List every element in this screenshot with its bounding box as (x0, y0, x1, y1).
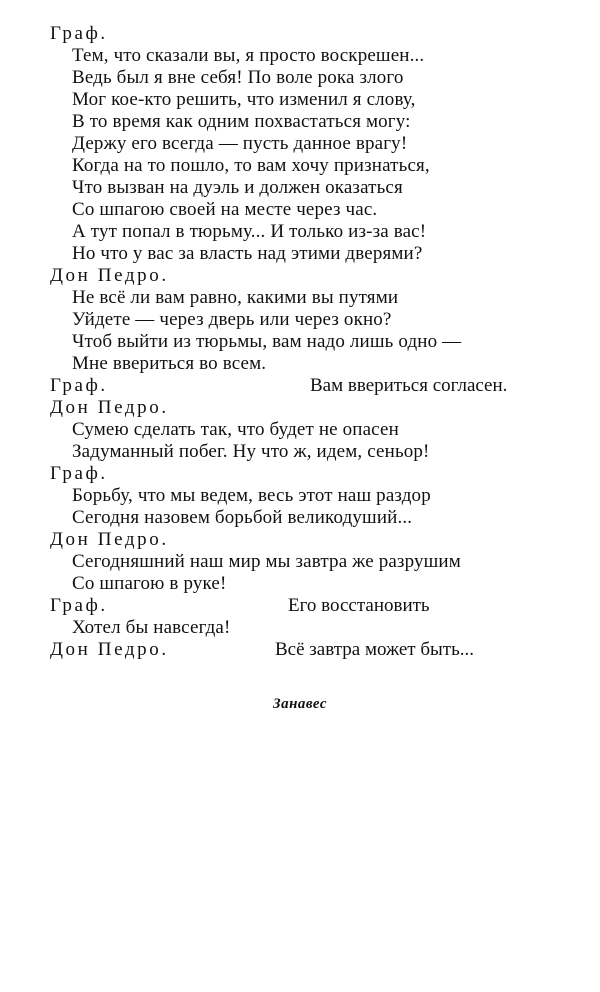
verse-line: Чтоб выйти из тюрьмы, вам надо лишь одно — (72, 331, 462, 352)
verse-line: Вам ввериться согласен. (310, 375, 508, 396)
speaker-count: Граф. (50, 463, 108, 484)
verse-line: Мог кое-кто решить, что изменил я слову, (72, 89, 416, 110)
verse-line: Ведь был я вне себя! По воле рока злого (72, 67, 404, 88)
verse-line: А тут попал в тюрьму... И только из-за вас! (72, 221, 427, 242)
speaker-don-pedro: Дон Педро. (50, 639, 169, 660)
verse-line: Задуманный побег. Ну что ж, идем, сеньор! (72, 441, 430, 462)
verse-line: Сегодня назовем борьбой великодуший... (72, 507, 413, 528)
verse-line: Всё завтра может быть... (275, 639, 475, 660)
speaker-don-pedro: Дон Педро. (50, 529, 169, 550)
verse-line: Со шпагою своей на месте через час. (72, 199, 378, 220)
speaker-don-pedro: Дон Педро. (50, 265, 169, 286)
verse-line: Не всё ли вам равно, какими вы путями (72, 287, 399, 308)
verse-line: Сумею сделать так, что будет не опасен (72, 419, 399, 440)
verse-line: Но что у вас за власть над этими дверями? (72, 243, 423, 264)
speaker-don-pedro: Дон Педро. (50, 397, 169, 418)
verse-line: Что вызван на дуэль и должен оказаться (72, 177, 403, 198)
verse-line: Мне ввериться во всем. (72, 353, 267, 374)
verse-line: Со шпагою в руке! (72, 573, 227, 594)
verse-line: Хотел бы навсегда! (72, 617, 231, 638)
speaker-count: Граф. (50, 375, 108, 396)
verse-line: Сегодняшний наш мир мы завтра же разрушим (72, 551, 461, 572)
verse-line: В то время как одним похвастаться могу: (72, 111, 411, 132)
verse-line: Когда на то пошло, то вам хочу признаться, (72, 155, 430, 176)
verse-line: Его восстановить (288, 595, 430, 616)
speaker-count: Граф. (50, 595, 108, 616)
verse-line: Уйдете — через дверь или через окно? (72, 309, 392, 330)
verse-line: Борьбу, что мы ведем, весь этот наш раздор (72, 485, 431, 506)
speaker-count: Граф. (50, 23, 108, 44)
verse-line: Держу его всегда — пусть данное врагу! (72, 133, 408, 154)
verse-line: Тем, что сказали вы, я просто воскрешен... (72, 45, 425, 66)
stage-direction-curtain: Занавес (272, 696, 328, 712)
